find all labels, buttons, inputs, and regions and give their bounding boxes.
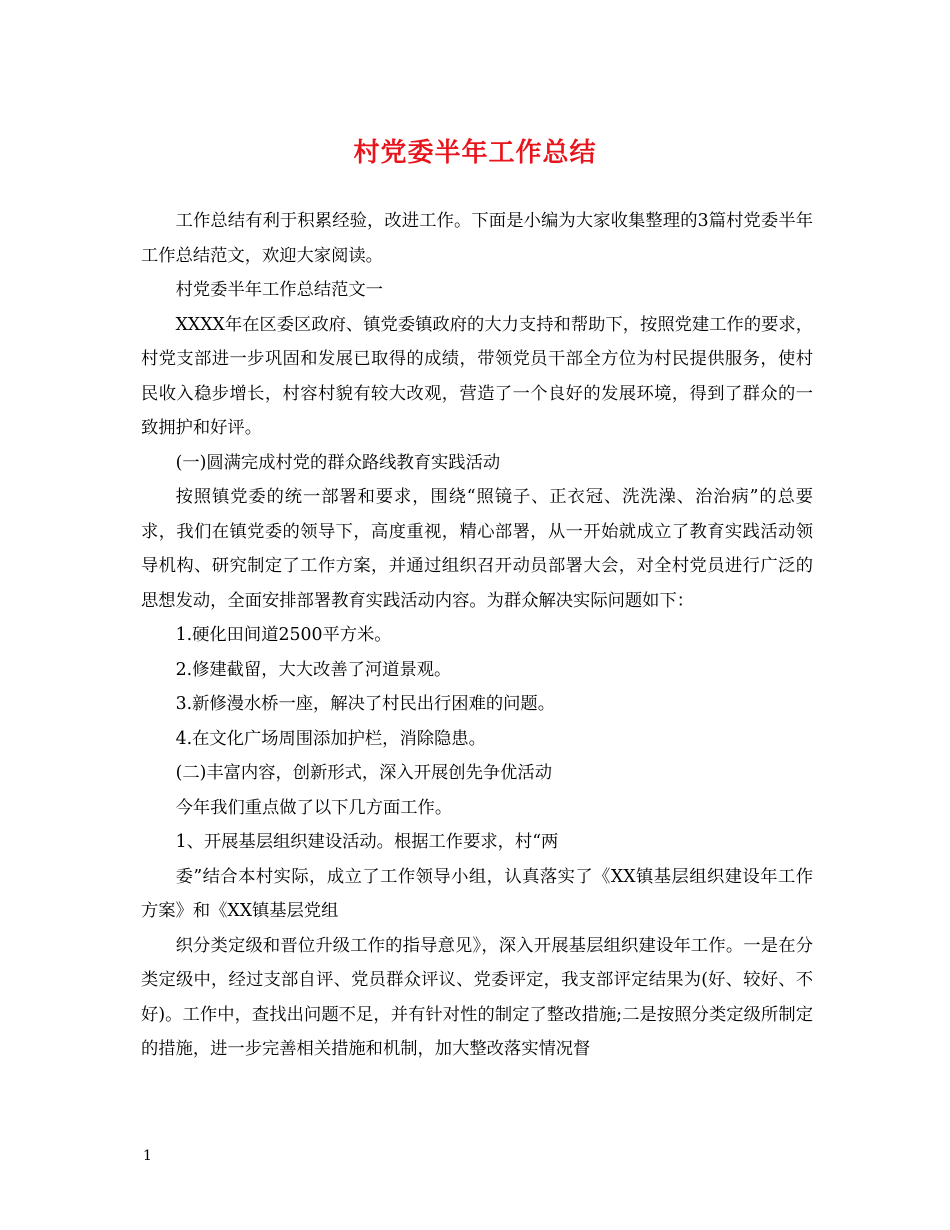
- paragraph: 织分类定级和晋位升级工作的指导意见》，深入开展基层组织建设年工作。一是在分类定级中，经过支部自评、党员群众评议、党委评定，我支部评定结果为(好、较好、不好)。工作中，查找出问题不足，并有针对性的制定了整改措施;二是按照分类定级所制定的措施，进一步完善相关措施和机制，加大整改落实情况督: [141, 935, 813, 1059]
- paragraph: (二)丰富内容，创新形式，深入开展创先争优活动: [175, 763, 552, 783]
- paragraph: 村党委半年工作总结范文一: [175, 280, 383, 300]
- paragraph: 3.新修漫水桥一座，解决了村民出行困难的问题。: [175, 694, 555, 714]
- paragraph: 按照镇党委的统一部署和要求，围绕“照镜子、正衣冠、洗洗澡、治治病”的总要求，我们在镇党委的领导下，高度重视，精心部署，从一开始就成立了教育实践活动领导机构、研究制定了工作方案，并通过组织召开动员部署大会，对全村党员进行广泛的思想发动，全面安排部署教育实践活动内容。为群众解决实际问题如下：: [141, 487, 813, 611]
- document-title: 村党委半年工作总结: [353, 138, 597, 168]
- paragraph: 1、开展基层组织建设活动。根据工作要求，村“两: [175, 832, 559, 852]
- paragraph: 工作总结有利于积累经验，改进工作。下面是小编为大家收集整理的3篇村党委半年工作总结范文，欢迎大家阅读。: [141, 211, 813, 266]
- paragraph: 2.修建截留，大大改善了河道景观。: [175, 659, 452, 680]
- document-body: [141, 204, 813, 1067]
- paragraph: 今年我们重点做了以下几方面工作。: [175, 797, 453, 818]
- paragraph: 委”结合本村实际，成立了工作领导小组，认真落实了《XX镇基层组织建设年工作方案》和《XX镇基层党组: [141, 866, 813, 921]
- paragraph: (一)圆满完成村党的群众路线教育实践活动: [175, 452, 501, 473]
- paragraph: 1.硬化田间道2500平方米。: [175, 625, 392, 645]
- paragraph: 4.在文化广场周围添加护栏，消除隐患。: [175, 728, 486, 749]
- paragraph: XXXX年在区委区政府、镇党委镇政府的大力支持和帮助下，按照党建工作的要求，村党支部进一步巩固和发展已取得的成绩，带领党员干部全方位为村民提供服务，使村民收入稳步增长，村容村貌有较大改观，营造了一个良好的发展环境，得到了群众的一致拥护和好评。: [141, 314, 813, 438]
- page-number: 1: [143, 1148, 152, 1164]
